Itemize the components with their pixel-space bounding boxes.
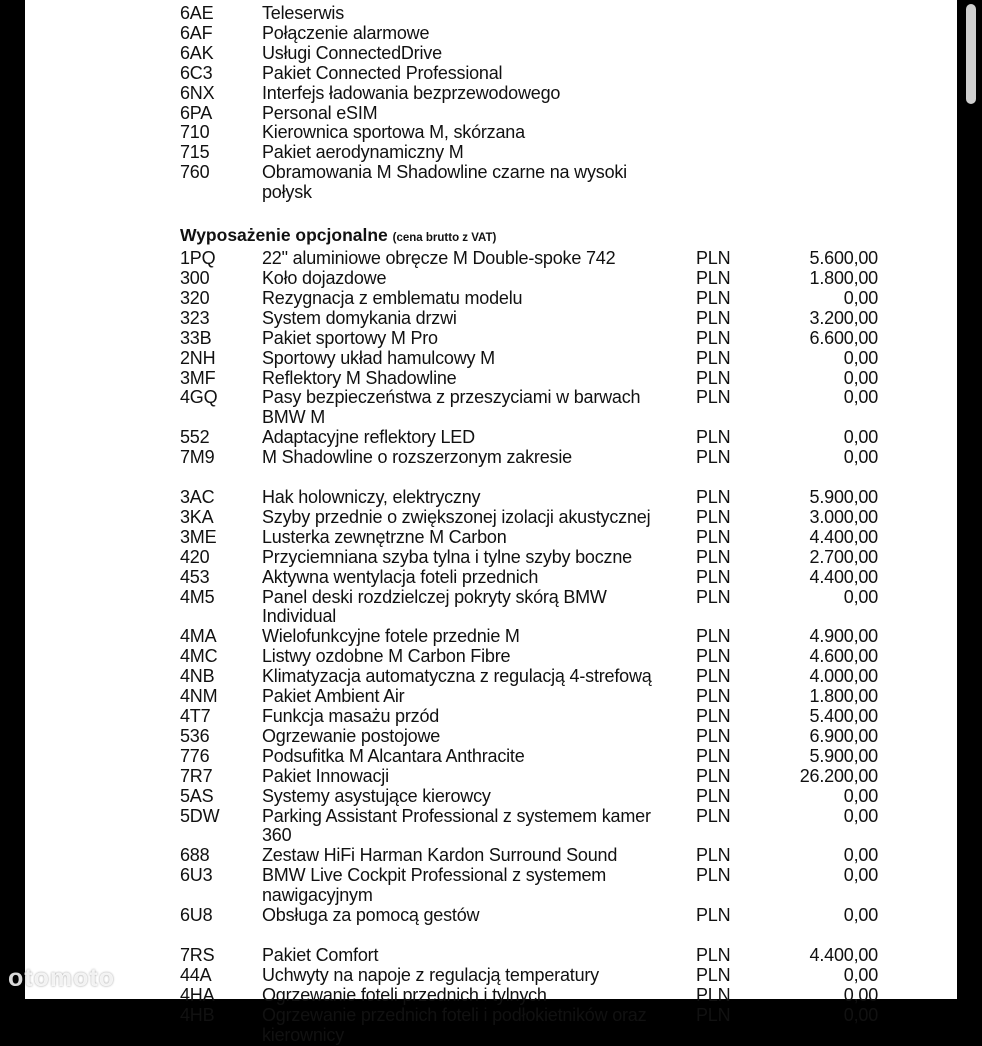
option-currency: PLN	[696, 984, 731, 1005]
option-price: 1.800,00	[809, 267, 878, 288]
option-code: 3KA	[180, 506, 214, 527]
list-item	[180, 44, 880, 64]
option-description: Zestaw HiFi Harman Kardon Surround Sound	[262, 845, 618, 866]
option-price: 0,00	[843, 427, 878, 448]
option-description: Funkcja masażu przód	[262, 706, 440, 726]
option-price: 5.900,00	[809, 745, 878, 766]
option-description: Koło dojazdowe	[262, 267, 387, 288]
option-code: 4T7	[180, 706, 211, 726]
option-price: 0,00	[843, 586, 878, 607]
list-item	[180, 269, 880, 289]
option-description: Lusterka zewnętrzne M Carbon	[262, 526, 507, 547]
option-price: 4.400,00	[809, 944, 878, 965]
option-description: Kierownica sportowa M, skórzana	[262, 122, 525, 143]
option-code: 4NM	[180, 686, 218, 707]
option-description: Pakiet sportowy M Pro	[262, 327, 438, 348]
option-description: Obramowania M Shadowline czarne na wysoki połysk	[262, 162, 627, 203]
option-code: 6NX	[180, 82, 215, 103]
option-price: 5.600,00	[809, 248, 878, 269]
list-item	[180, 528, 880, 548]
list-item	[180, 508, 880, 528]
option-currency: PLN	[696, 725, 731, 746]
option-description: Pakiet Comfort	[262, 944, 379, 965]
list-item	[180, 707, 880, 727]
option-currency: PLN	[696, 447, 731, 468]
optional-heading-title: Wyposażenie opcjonalne	[180, 225, 388, 246]
option-code: 688	[180, 845, 210, 866]
list-item	[180, 388, 880, 428]
option-description: Wielofunkcyjne fotele przednie M	[262, 626, 520, 647]
option-description: Panel deski rozdzielczej pokryty skórą BMW Individual	[262, 586, 607, 627]
list-item	[180, 143, 880, 163]
option-code: 4GQ	[180, 387, 218, 408]
list-item	[180, 289, 880, 309]
list-item	[180, 249, 880, 269]
option-currency: PLN	[696, 905, 731, 926]
option-currency: PLN	[696, 646, 731, 667]
equipment-list	[180, 4, 880, 1046]
option-currency: PLN	[696, 248, 731, 269]
option-currency: PLN	[696, 745, 731, 766]
option-price: 6.900,00	[809, 725, 878, 746]
option-code: 715	[180, 142, 210, 163]
option-currency: PLN	[696, 307, 731, 328]
option-description: Aktywna wentylacja foteli przednich	[262, 566, 539, 587]
option-description: Sportowy układ hamulcowy M	[262, 347, 495, 368]
list-item	[180, 64, 880, 84]
list-item	[180, 24, 880, 44]
option-currency: PLN	[696, 427, 731, 448]
option-code: 552	[180, 427, 210, 448]
option-price: 4.000,00	[809, 666, 878, 687]
option-description: Teleserwis	[262, 3, 345, 23]
option-description: Reflektory M Shadowline	[262, 367, 457, 388]
list-item	[180, 369, 880, 389]
option-description: Połączenie alarmowe	[262, 22, 430, 43]
option-currency: PLN	[696, 546, 731, 567]
option-price: 0,00	[843, 865, 878, 886]
list-item	[180, 747, 880, 767]
option-price: 3.000,00	[809, 506, 878, 527]
option-currency: PLN	[696, 566, 731, 587]
option-price: 4.400,00	[809, 526, 878, 547]
option-code: 4HB	[180, 1004, 215, 1025]
option-description: 22" aluminiowe obręcze M Double-spoke 742	[262, 248, 616, 269]
watermark-logo: otomoto	[8, 964, 115, 992]
option-description: Pakiet aerodynamiczny M	[262, 142, 464, 163]
option-code: 5DW	[180, 805, 220, 826]
option-description: Systemy asystujące kierowcy	[262, 785, 491, 806]
list-item	[180, 428, 880, 448]
option-description: Pakiet Ambient Air	[262, 686, 405, 707]
list-item	[180, 588, 880, 628]
option-code: 776	[180, 745, 210, 766]
option-currency: PLN	[696, 287, 731, 308]
list-item	[180, 846, 880, 866]
option-code: 323	[180, 307, 210, 328]
list-item	[180, 163, 880, 203]
option-description: Parking Assistant Professional z systemem kamer 360	[262, 805, 651, 846]
option-description: Adaptacyjne reflektory LED	[262, 427, 475, 448]
option-code: 453	[180, 566, 210, 587]
option-price: 5.900,00	[809, 487, 878, 508]
list-item	[180, 4, 880, 24]
list-item	[180, 568, 880, 588]
option-code: 44A	[180, 964, 212, 985]
option-description: Pakiet Connected Professional	[262, 62, 503, 83]
document-page	[25, 0, 957, 1045]
option-price: 4.900,00	[809, 626, 878, 647]
option-code: 1PQ	[180, 248, 216, 269]
list-item	[180, 104, 880, 124]
option-price: 0,00	[843, 964, 878, 985]
option-description: Pasy bezpieczeństwa z przeszyciami w barwach BMW M	[262, 387, 641, 428]
list-item	[180, 727, 880, 747]
list-item	[180, 807, 880, 847]
option-price: 0,00	[843, 447, 878, 468]
option-price: 0,00	[843, 1004, 878, 1025]
option-price: 0,00	[843, 347, 878, 368]
list-item	[180, 448, 880, 468]
option-code: 5AS	[180, 785, 214, 806]
list-item	[180, 986, 880, 1006]
option-code: 2NH	[180, 347, 216, 368]
option-currency: PLN	[696, 267, 731, 288]
option-currency: PLN	[696, 686, 731, 707]
option-description: Pakiet Innowacji	[262, 765, 389, 786]
option-currency: PLN	[696, 626, 731, 647]
list-item	[180, 84, 880, 104]
list-item	[180, 627, 880, 647]
list-item	[180, 966, 880, 986]
option-currency: PLN	[696, 506, 731, 527]
option-description: Szyby przednie o zwiększonej izolacji akustycznej	[262, 506, 651, 527]
option-description: Przyciemniana szyba tylna i tylne szyby boczne	[262, 546, 632, 567]
list-item	[180, 946, 880, 966]
optional-group-3	[180, 946, 880, 1046]
optional-heading-note: (cena brutto z VAT)	[392, 232, 497, 245]
scrollbar-thumb[interactable]	[966, 4, 976, 104]
option-code: 4MC	[180, 646, 218, 667]
option-code: 3ME	[180, 526, 217, 547]
option-currency: PLN	[696, 666, 731, 687]
option-code: 4HA	[180, 984, 215, 1005]
list-item	[180, 687, 880, 707]
option-code: 760	[180, 162, 210, 183]
list-item	[180, 767, 880, 787]
option-currency: PLN	[696, 387, 731, 408]
option-description: Ogrzewanie foteli przednich i tylnych	[262, 984, 547, 1005]
list-item	[180, 309, 880, 329]
option-description: BMW Live Cockpit Professional z systemem nawigacyjnym	[262, 865, 607, 906]
option-price: 0,00	[843, 805, 878, 826]
option-currency: PLN	[696, 586, 731, 607]
option-price: 4.400,00	[809, 566, 878, 587]
option-description: Rezygnacja z emblematu modelu	[262, 287, 523, 308]
option-code: 6PA	[180, 102, 213, 123]
option-price: 0,00	[843, 984, 878, 1005]
option-currency: PLN	[696, 706, 731, 726]
list-item	[180, 548, 880, 568]
option-description: Obsługa za pomocą gestów	[262, 905, 480, 926]
option-price: 0,00	[843, 387, 878, 408]
option-price: 0,00	[843, 845, 878, 866]
option-currency: PLN	[696, 1004, 731, 1025]
option-description: Ogrzewanie postojowe	[262, 725, 441, 746]
option-code: 320	[180, 287, 210, 308]
option-code: 6U3	[180, 865, 213, 886]
option-currency: PLN	[696, 765, 731, 786]
option-code: 7R7	[180, 765, 213, 786]
option-description: M Shadowline o rozszerzonym zakresie	[262, 447, 572, 468]
option-description: Uchwyty na napoje z regulacją temperatury	[262, 964, 599, 985]
option-price: 0,00	[843, 785, 878, 806]
option-price: 26.200,00	[799, 765, 878, 786]
option-code: 33B	[180, 327, 212, 348]
list-item	[180, 349, 880, 369]
option-code: 4MA	[180, 626, 217, 647]
option-code: 300	[180, 267, 210, 288]
option-price: 5.400,00	[809, 706, 878, 726]
list-item	[180, 488, 880, 508]
option-description: System domykania drzwi	[262, 307, 457, 328]
standard-equipment-list	[180, 4, 880, 203]
option-code: 7M9	[180, 447, 215, 468]
option-currency: PLN	[696, 845, 731, 866]
optional-equipment-heading	[180, 225, 880, 249]
option-currency: PLN	[696, 347, 731, 368]
option-currency: PLN	[696, 526, 731, 547]
option-code: 6C3	[180, 62, 213, 83]
option-currency: PLN	[696, 805, 731, 826]
option-price: 0,00	[843, 367, 878, 388]
option-description: Klimatyzacja automatyczna z regulacją 4-strefową	[262, 666, 652, 687]
option-code: 7RS	[180, 944, 215, 965]
option-code: 4M5	[180, 586, 215, 607]
option-currency: PLN	[696, 367, 731, 388]
optional-group-1	[180, 249, 880, 468]
option-description: Ogrzewanie przednich foteli i podłokietników oraz kierownicy	[262, 1004, 647, 1045]
optional-group-2	[180, 488, 880, 926]
option-price: 6.600,00	[809, 327, 878, 348]
option-code: 4NB	[180, 666, 215, 687]
option-price: 1.800,00	[809, 686, 878, 707]
list-item	[180, 787, 880, 807]
list-item	[180, 123, 880, 143]
option-code: 6AE	[180, 3, 214, 23]
list-item	[180, 906, 880, 926]
option-description: Personal eSIM	[262, 102, 378, 123]
option-code: 6AF	[180, 22, 213, 43]
option-description: Listwy ozdobne M Carbon Fibre	[262, 646, 511, 667]
option-currency: PLN	[696, 964, 731, 985]
option-code: 6AK	[180, 42, 214, 63]
option-code: 536	[180, 725, 210, 746]
option-price: 0,00	[843, 287, 878, 308]
list-item	[180, 329, 880, 349]
option-code: 6U8	[180, 905, 213, 926]
option-price: 2.700,00	[809, 546, 878, 567]
option-price: 0,00	[843, 905, 878, 926]
list-item	[180, 667, 880, 687]
option-description: Interfejs ładowania bezprzewodowego	[262, 82, 561, 103]
option-code: 3MF	[180, 367, 216, 388]
option-description: Usługi ConnectedDrive	[262, 42, 442, 63]
list-item	[180, 647, 880, 667]
option-code: 710	[180, 122, 210, 143]
option-description: Hak holowniczy, elektryczny	[262, 487, 481, 508]
option-price: 4.600,00	[809, 646, 878, 667]
option-currency: PLN	[696, 487, 731, 508]
option-code: 3AC	[180, 487, 215, 508]
option-currency: PLN	[696, 944, 731, 965]
option-code: 420	[180, 546, 210, 567]
option-description: Podsufitka M Alcantara Anthracite	[262, 745, 525, 766]
option-currency: PLN	[696, 865, 731, 886]
list-item	[180, 1006, 880, 1046]
list-item	[180, 866, 880, 906]
option-price: 3.200,00	[809, 307, 878, 328]
option-currency: PLN	[696, 785, 731, 806]
option-currency: PLN	[696, 327, 731, 348]
